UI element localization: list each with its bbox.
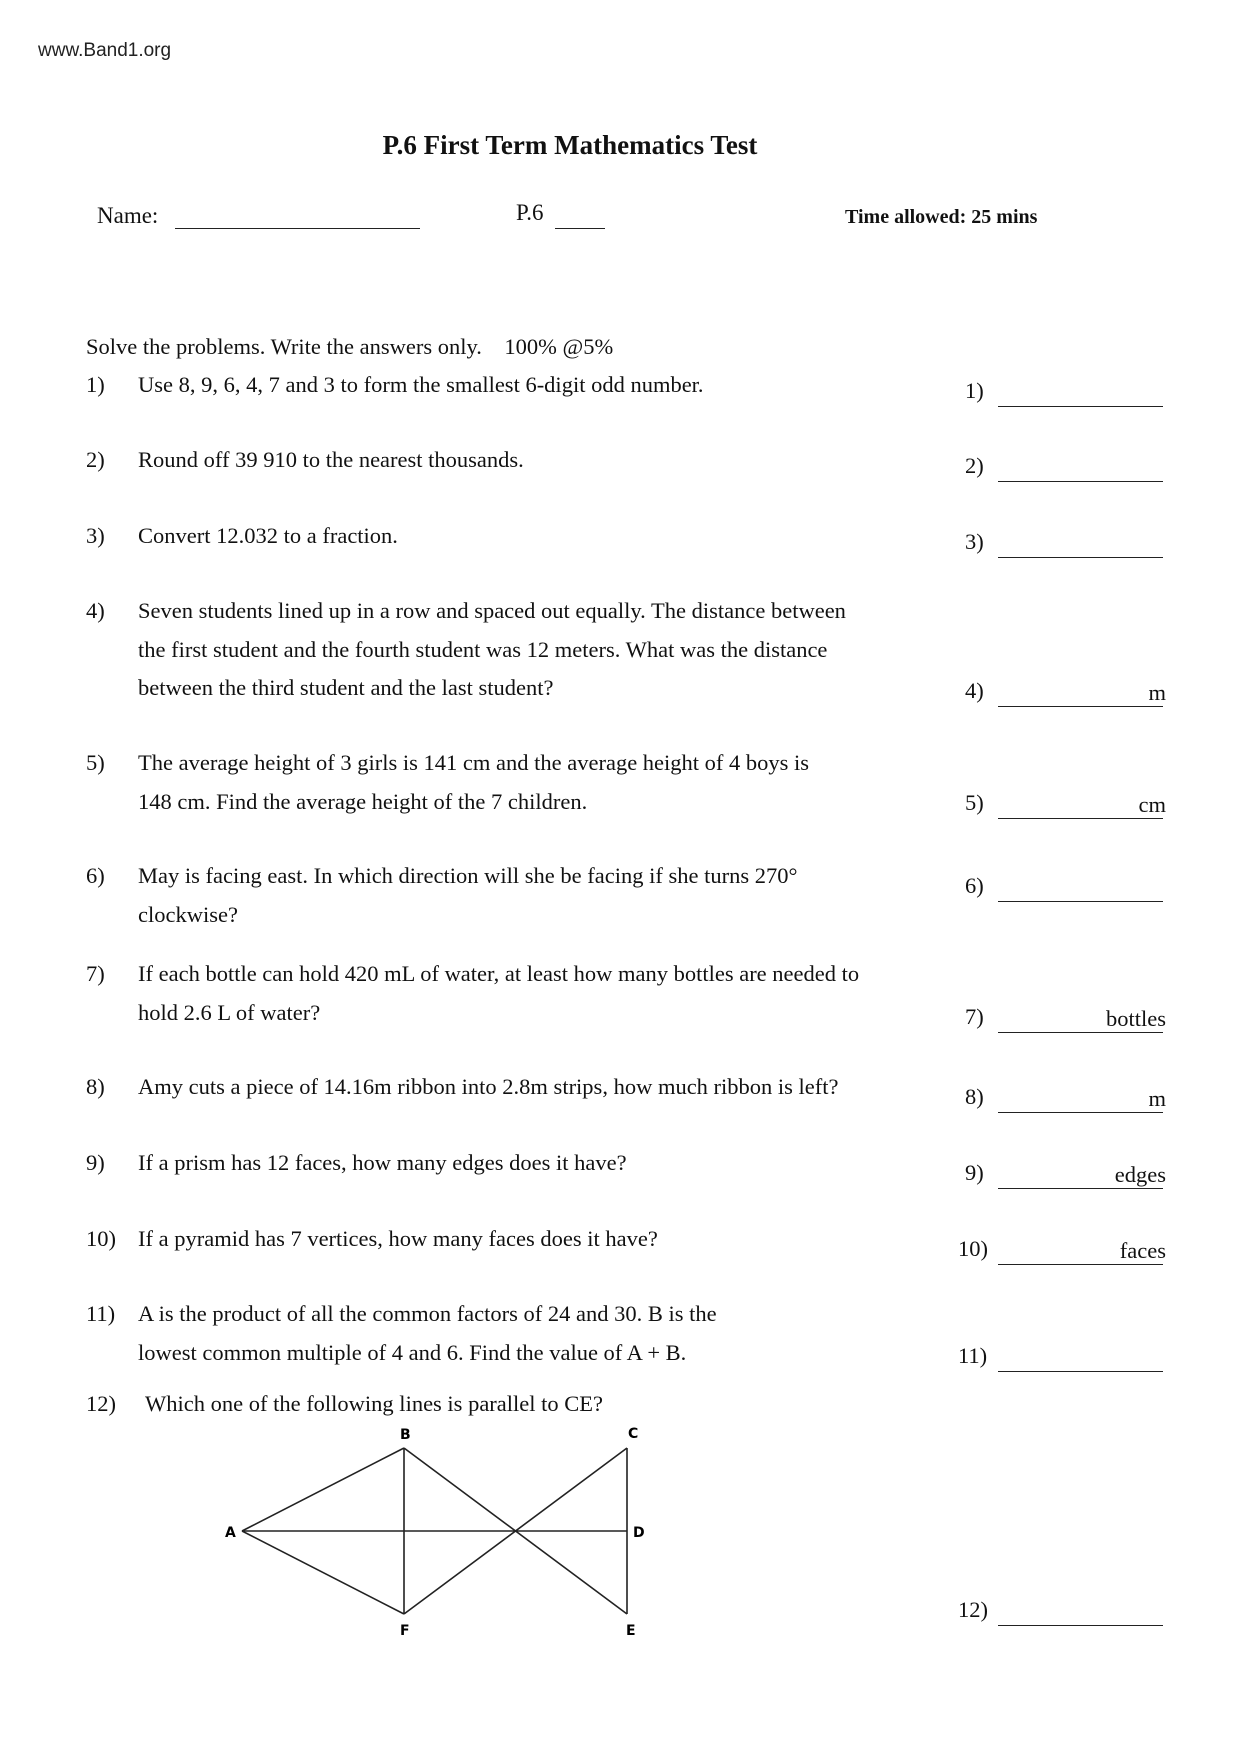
answer-label: 11) xyxy=(958,1343,988,1368)
answer-label: 7) xyxy=(965,1004,984,1029)
label-A: A xyxy=(225,1525,236,1541)
question-number: 4) xyxy=(86,598,105,623)
answer-label: 1) xyxy=(965,378,984,403)
answer-label: 5) xyxy=(965,790,984,815)
question-text: If a prism has 12 faces, how many edges does it have? xyxy=(138,1150,627,1175)
question-number: 12) xyxy=(86,1391,116,1416)
question-text: between the third student and the last student? xyxy=(138,675,554,700)
label-C: C xyxy=(628,1426,639,1442)
time-allowed: Time allowed: 25 mins xyxy=(845,206,1038,228)
question-number: 1) xyxy=(86,372,105,397)
answer-unit: m xyxy=(1148,680,1166,705)
question-number: 7) xyxy=(86,961,105,986)
question-text: Which one of the following lines is parallel to CE? xyxy=(145,1391,604,1416)
question-text: If each bottle can hold 420 mL of water, at least how many bottles are needed to xyxy=(138,961,860,986)
question-text: Convert 12.032 to a fraction. xyxy=(138,523,398,548)
question-number: 11) xyxy=(86,1301,116,1326)
answer-unit: cm xyxy=(1138,792,1166,817)
label-B: B xyxy=(400,1427,411,1443)
line-AB xyxy=(242,1448,404,1531)
label-F: F xyxy=(400,1623,410,1639)
answer-label: 9) xyxy=(965,1160,984,1185)
question-number: 5) xyxy=(86,750,105,775)
answer-label: 8) xyxy=(965,1084,984,1109)
question-text: A is the product of all the common factors of 24 and 30. B is the xyxy=(138,1301,717,1326)
question-number: 6) xyxy=(86,863,105,888)
question-text: 148 cm. Find the average height of the 7 children. xyxy=(138,788,588,814)
question-text: the first student and the fourth student was 12 meters. What was the distance xyxy=(138,636,828,662)
question-text: Round off 39 910 to the nearest thousands. xyxy=(138,447,524,472)
question-number: 8) xyxy=(86,1074,105,1099)
answer-unit: m xyxy=(1148,1086,1166,1111)
answer-unit: edges xyxy=(1114,1162,1166,1187)
answer-label: 12) xyxy=(958,1597,988,1622)
site-watermark: www.Band1.org xyxy=(38,40,172,61)
question-text: clockwise? xyxy=(138,901,238,927)
question-number: 3) xyxy=(86,523,105,548)
question-text: May is facing east. In which direction will she be facing if she turns 270° xyxy=(138,863,798,888)
question-text: Seven students lined up in a row and spaced out equally. The distance between xyxy=(138,598,846,623)
question-number: 10) xyxy=(86,1226,116,1251)
answer-label: 4) xyxy=(965,678,984,703)
line-AF xyxy=(242,1531,404,1614)
question-text: hold 2.6 L of water? xyxy=(138,999,321,1025)
question-text: The average height of 3 girls is 141 cm and the average height of 4 boys is xyxy=(138,750,810,775)
class-label: P.6 xyxy=(516,200,544,225)
answer-unit: bottles xyxy=(1106,1006,1166,1031)
question-number: 2) xyxy=(86,447,105,472)
question-text: lowest common multiple of 4 and 6. Find the value of A + B. xyxy=(138,1339,687,1365)
question-text: Use 8, 9, 6, 4, 7 and 3 to form the smallest 6-digit odd number. xyxy=(138,372,704,397)
question-number: 9) xyxy=(86,1150,105,1175)
page-title: P.6 First Term Mathematics Test xyxy=(382,130,758,160)
question-text: Amy cuts a piece of 14.16m ribbon into 2.8m strips, how much ribbon is left? xyxy=(138,1074,839,1099)
answer-label: 2) xyxy=(965,453,984,478)
instructions: Solve the problems. Write the answers only. 100% @5% xyxy=(86,334,614,359)
label-D: D xyxy=(633,1525,645,1541)
answer-label: 10) xyxy=(958,1236,988,1261)
question-text: If a pyramid has 7 vertices, how many faces does it have? xyxy=(138,1226,658,1251)
answer-label: 3) xyxy=(965,529,984,554)
answer-unit: faces xyxy=(1119,1238,1166,1263)
label-E: E xyxy=(626,1623,636,1639)
name-label: Name: xyxy=(97,203,159,228)
answer-label: 6) xyxy=(965,873,984,898)
